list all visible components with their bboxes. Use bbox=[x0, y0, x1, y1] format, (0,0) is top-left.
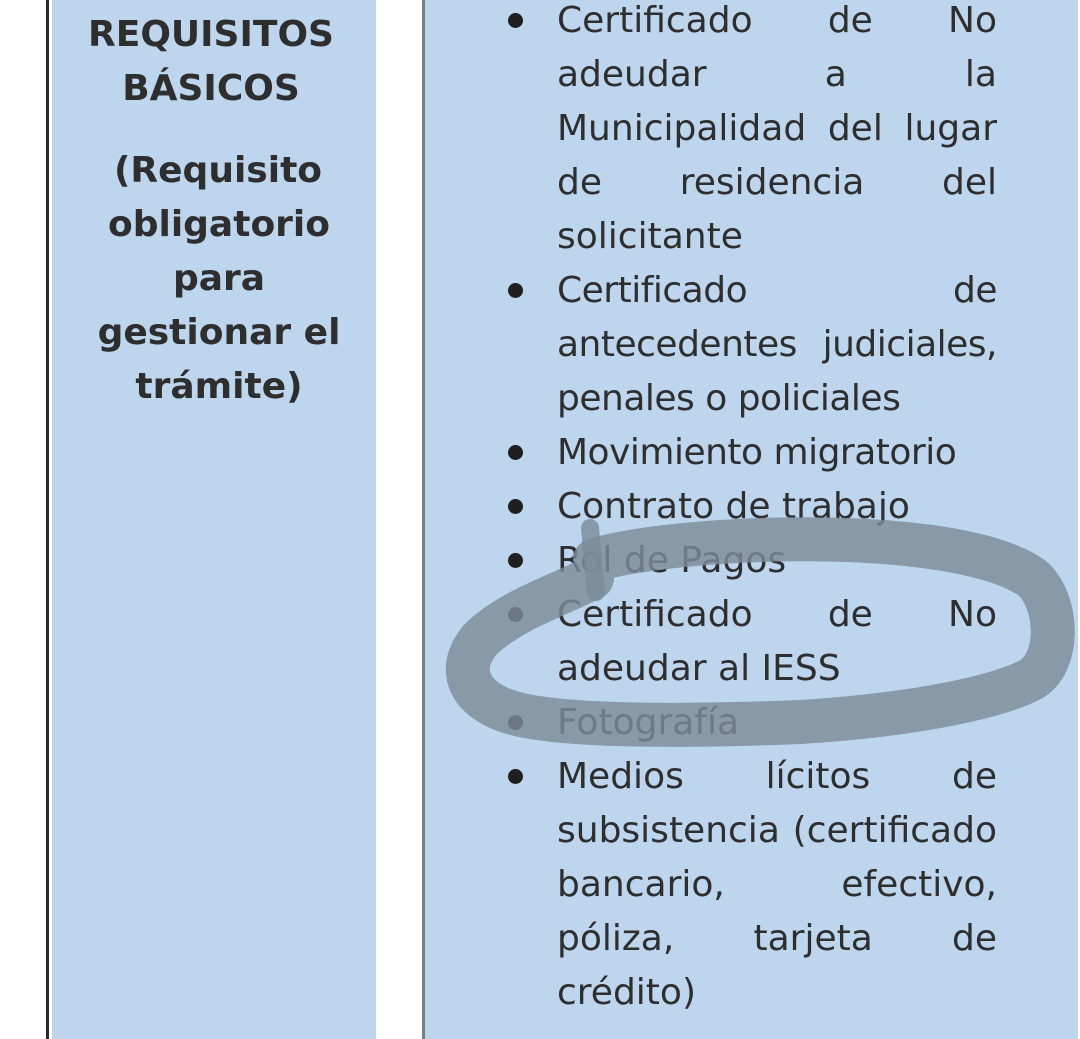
requirement-text: Medios lícitos de subsistencia (certificado bancario, efectivo, póliza, tarjeta de crédito) bbox=[557, 756, 997, 1013]
requirement-item bbox=[557, 750, 997, 1020]
requirement-item bbox=[557, 588, 997, 696]
subtitle-line: trámite) bbox=[135, 366, 303, 407]
requirement-text: Rol de Pagos bbox=[557, 540, 787, 581]
requirement-item bbox=[557, 0, 997, 264]
heading-subtitle bbox=[49, 144, 373, 414]
heading-line: REQUISITOS bbox=[88, 14, 334, 55]
bullet-icon bbox=[508, 499, 523, 514]
requirements-list bbox=[557, 0, 997, 1020]
bullet-icon bbox=[508, 445, 523, 460]
requirement-text: Certificado de No adeudar al IESS bbox=[557, 594, 997, 689]
subtitle-line: gestionar el bbox=[97, 312, 341, 353]
requirements-heading bbox=[49, 8, 373, 414]
requirement-item bbox=[557, 696, 997, 750]
requirement-text: Movimiento migratorio bbox=[557, 432, 957, 473]
bullet-icon bbox=[508, 283, 523, 298]
requirement-text: Fotografía bbox=[557, 702, 740, 743]
requirement-item bbox=[557, 480, 997, 534]
bullet-icon bbox=[508, 769, 523, 784]
subtitle-line: obligatorio bbox=[107, 204, 330, 245]
subtitle-line: para bbox=[172, 258, 266, 299]
heading-line: BÁSICOS bbox=[122, 68, 300, 109]
bullet-icon bbox=[508, 553, 523, 568]
bullet-icon bbox=[508, 715, 523, 730]
requirement-item bbox=[557, 426, 997, 480]
bullet-icon bbox=[508, 13, 523, 28]
requirement-text: Certificado de No adeudar a la Municipalidad del lugar de residencia del solicitante bbox=[557, 0, 997, 257]
requirement-item bbox=[557, 534, 997, 588]
subtitle-line: (Requisito bbox=[113, 150, 323, 191]
requirement-text: Contrato de trabajo bbox=[557, 486, 910, 527]
bullet-icon bbox=[508, 607, 523, 622]
requirement-item bbox=[557, 264, 997, 426]
requirement-text: Certificado de antecedentes judiciales, penales o policiales bbox=[557, 270, 997, 419]
